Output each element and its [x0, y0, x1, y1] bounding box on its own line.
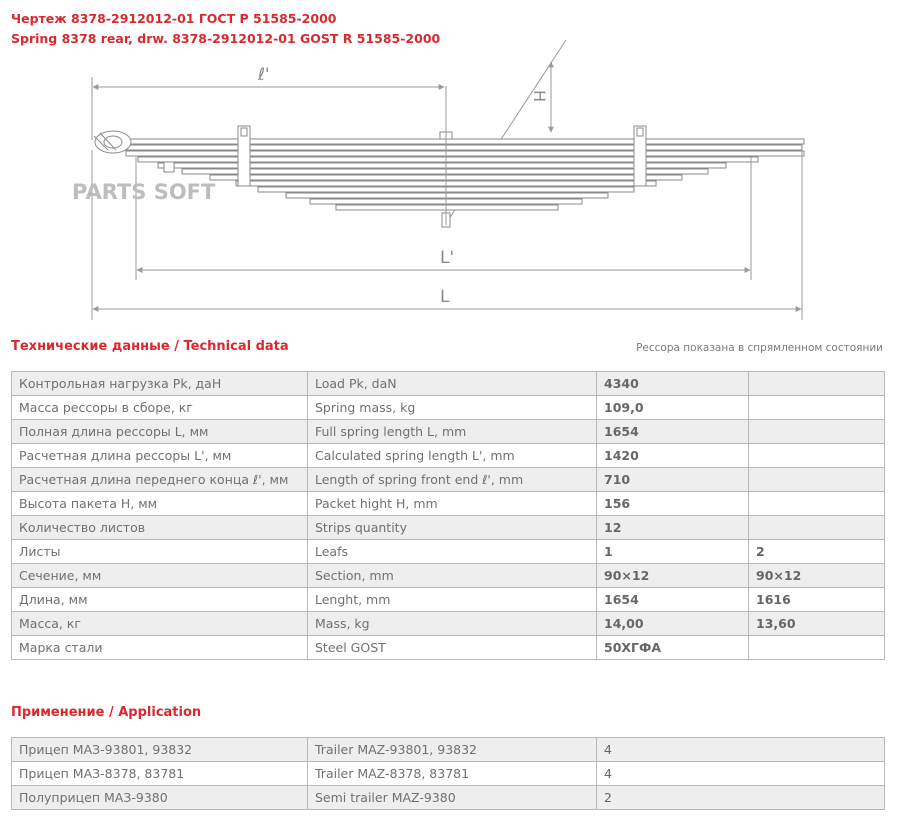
full-length-label: L: [440, 287, 450, 307]
watermark: PARTS SOFT: [72, 180, 216, 204]
tech-param-en: Packet hight H, mm: [308, 492, 597, 516]
technical-data-title: Технические данные / Technical data: [11, 339, 289, 354]
tech-value-1: 1420: [597, 444, 749, 468]
application-vehicle-ru: Полуприцеп МАЗ-9380: [12, 786, 308, 810]
tech-value-2: [749, 420, 885, 444]
application-quantity: 2: [597, 786, 885, 810]
application-quantity: 4: [597, 738, 885, 762]
tech-param-en: Section, mm: [308, 564, 597, 588]
application-title: Применение / Application: [11, 705, 202, 720]
tech-row: [12, 444, 885, 468]
technical-data-table: [11, 371, 885, 660]
tech-value-1: 12: [597, 516, 749, 540]
application-vehicle-en: Trailer MAZ-8378, 83781: [308, 762, 597, 786]
tech-value-2: [749, 444, 885, 468]
tech-param-ru: Контрольная нагрузка Pk, даН: [12, 372, 308, 396]
application-quantity: 4: [597, 762, 885, 786]
left-clamp-bolt: [241, 128, 247, 136]
tech-row: [12, 516, 885, 540]
tech-value-2: [749, 396, 885, 420]
tech-row: [12, 564, 885, 588]
application-vehicle-ru: Прицеп МАЗ-93801, 93832: [12, 738, 308, 762]
tech-param-ru: Сечение, мм: [12, 564, 308, 588]
tech-row: [12, 420, 885, 444]
tech-value-1: 1654: [597, 420, 749, 444]
right-clamp-bolt: [637, 128, 643, 136]
front-end-dimension-label: ℓ': [258, 65, 270, 85]
front-eye: [94, 131, 131, 153]
tech-row: [12, 492, 885, 516]
tech-param-ru: Полная длина рессоры L, мм: [12, 420, 308, 444]
tech-row: [12, 468, 885, 492]
rebound-clip: [164, 162, 174, 172]
tech-row: [12, 540, 885, 564]
tech-param-en: Leafs: [308, 540, 597, 564]
tech-param-ru: Масса, кг: [12, 612, 308, 636]
application-row: [12, 762, 885, 786]
tech-row: [12, 612, 885, 636]
tech-value-2: 13,60: [749, 612, 885, 636]
tech-param-ru: Марка стали: [12, 636, 308, 660]
tech-value-1: 50ХГФА: [597, 636, 749, 660]
tech-param-ru: Расчетная длина переднего конца ℓ', мм: [12, 468, 308, 492]
tech-param-en: Length of spring front end ℓ', mm: [308, 468, 597, 492]
tech-value-1: 4340: [597, 372, 749, 396]
tech-param-ru: Высота пакета H, мм: [12, 492, 308, 516]
application-row: [12, 786, 885, 810]
tech-param-ru: Листы: [12, 540, 308, 564]
tech-row: [12, 636, 885, 660]
tech-param-ru: Количество листов: [12, 516, 308, 540]
tech-value-2: [749, 516, 885, 540]
tech-param-en: Load Pk, daN: [308, 372, 597, 396]
tech-param-en: Calculated spring length L', mm: [308, 444, 597, 468]
tech-param-en: Strips quantity: [308, 516, 597, 540]
tech-row: [12, 588, 885, 612]
tech-value-1: 90×12: [597, 564, 749, 588]
tech-value-2: 1616: [749, 588, 885, 612]
tech-value-2: [749, 372, 885, 396]
spring-drawing: [0, 40, 900, 330]
tech-value-1: 156: [597, 492, 749, 516]
tech-param-en: Spring mass, kg: [308, 396, 597, 420]
height-dimension-label: H: [530, 90, 549, 103]
tech-param-ru: Длина, мм: [12, 588, 308, 612]
calc-length-label: L': [440, 248, 455, 268]
tech-param-en: Lenght, mm: [308, 588, 597, 612]
tech-value-2: [749, 492, 885, 516]
application-vehicle-ru: Прицеп МАЗ-8378, 83781: [12, 762, 308, 786]
application-vehicle-en: Trailer MAZ-93801, 93832: [308, 738, 597, 762]
tech-value-1: 1: [597, 540, 749, 564]
tech-value-2: [749, 468, 885, 492]
tech-value-2: [749, 636, 885, 660]
drawing-title-ru: Чертеж 8378-2912012-01 ГОСТ Р 51585-2000: [11, 11, 337, 26]
tech-param-en: Full spring length L, mm: [308, 420, 597, 444]
tech-param-ru: Масса рессоры в сборе, кг: [12, 396, 308, 420]
tech-param-ru: Расчетная длина рессоры L', мм: [12, 444, 308, 468]
tech-value-2: 90×12: [749, 564, 885, 588]
tech-value-1: 109,0: [597, 396, 749, 420]
application-row: [12, 738, 885, 762]
application-table: [11, 737, 885, 810]
tech-row: [12, 396, 885, 420]
tech-value-1: 14,00: [597, 612, 749, 636]
tech-row: [12, 372, 885, 396]
application-vehicle-en: Semi trailer MAZ-9380: [308, 786, 597, 810]
tech-param-en: Steel GOST: [308, 636, 597, 660]
drawing-title-en: Spring 8378 rear, drw. 8378-2912012-01 GOST R 51585-2000: [11, 31, 441, 46]
straightened-note: Рессора показана в спрямленном состоянии: [636, 342, 883, 354]
tech-value-1: 1654: [597, 588, 749, 612]
tech-value-2: 2: [749, 540, 885, 564]
tech-value-1: 710: [597, 468, 749, 492]
tech-param-en: Mass, kg: [308, 612, 597, 636]
